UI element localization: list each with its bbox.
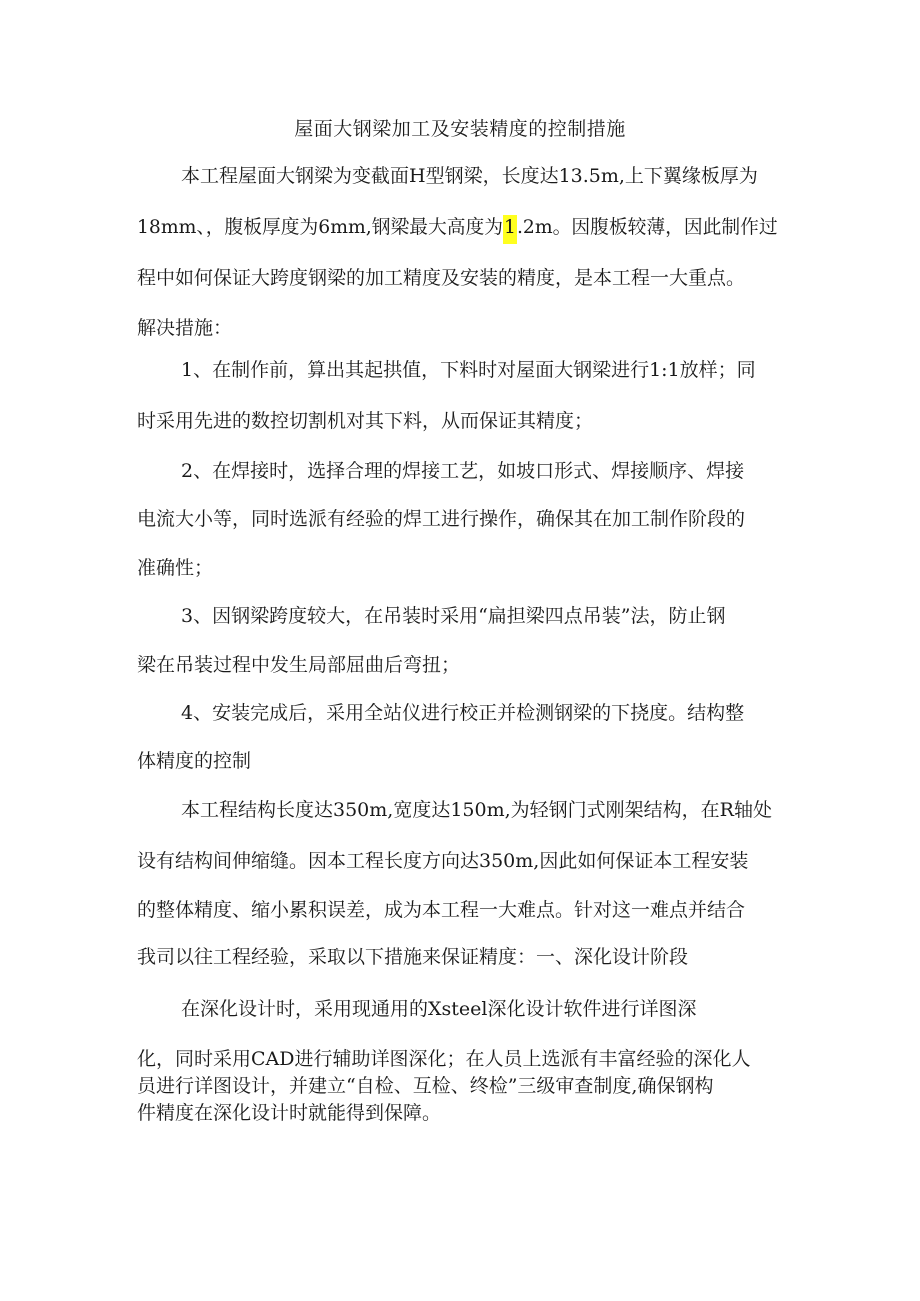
highlighted-text: 1 bbox=[503, 215, 517, 244]
paragraph-intro-line-3: 程中如何保证大跨度钢梁的加工精度及安装的精度，是本工程一大重点。 bbox=[137, 267, 746, 289]
paragraph-design-line-2: 化，同时采用CAD进行辅助详图深化；在人员上选派有丰富经验的深化人 bbox=[137, 1048, 751, 1070]
paragraph-intro-line-2-b: .2m。因腹板较薄，因此制作过 bbox=[516, 217, 778, 238]
paragraph-design-line-4: 件精度在深化设计时就能得到保障。 bbox=[137, 1102, 442, 1124]
paragraph-design-line-1: 在深化设计时，采用现通用的Xsteel深化设计软件进行详图深 bbox=[181, 998, 697, 1020]
item-1-line-2: 时采用先进的数控切割机对其下料，从而保证其精度； bbox=[137, 410, 594, 432]
item-2-line-2: 电流大小等，同时选派有经验的焊工进行操作，确保其在加工制作阶段的 bbox=[137, 508, 746, 530]
item-4-line-2: 体精度的控制 bbox=[137, 750, 252, 772]
paragraph-structure-line-4: 我司以往工程经验，采取以下措施来保证精度：一、深化设计阶段 bbox=[137, 946, 689, 968]
item-1-line-1: 1、在制作前，算出其起拱值，下料时对屋面大钢梁进行1:1放样；同 bbox=[181, 359, 756, 381]
item-2-line-3: 准确性； bbox=[137, 557, 214, 579]
paragraph-structure-line-2: 设有结构间伸缩缝。因本工程长度方向达350m,因此如何保证本工程安装 bbox=[137, 850, 749, 872]
paragraph-design-line-3: 员进行详图设计，并建立“自检、互检、终检”三级审查制度,确保钢构 bbox=[137, 1075, 714, 1097]
document-title: 屋面大钢梁加工及安装精度的控制措施 bbox=[294, 118, 626, 140]
item-4-line-1: 4、安装完成后，采用全站仪进行校正并检测钢梁的下挠度。结构整 bbox=[181, 702, 745, 724]
paragraph-structure-line-1: 本工程结构长度达350m,宽度达150m,为轻钢门式刚架结构，在R轴处 bbox=[181, 799, 772, 821]
item-3-line-1: 3、因钢梁跨度较大，在吊装时采用“扁担梁四点吊装”法，防止钢 bbox=[181, 605, 726, 627]
paragraph-intro-line-1: 本工程屋面大钢梁为变截面H型钢梁，长度达13.5m,上下翼缘板厚为 bbox=[181, 165, 758, 187]
item-3-line-2: 梁在吊装过程中发生局部屈曲后弯扭； bbox=[137, 654, 461, 676]
solution-heading: 解决措施： bbox=[137, 317, 233, 339]
paragraph-structure-line-3: 的整体精度、缩小累积误差，成为本工程一大难点。针对这一难点并结合 bbox=[137, 899, 746, 921]
paragraph-intro-line-2-a: 18mm、，腹板厚度为6mm,钢梁最大高度为 bbox=[137, 217, 503, 238]
paragraph-intro-line-2 bbox=[137, 214, 778, 242]
item-2-line-1: 2、在焊接时，选择合理的焊接工艺，如坡口形式、焊接顺序、焊接 bbox=[181, 460, 745, 482]
